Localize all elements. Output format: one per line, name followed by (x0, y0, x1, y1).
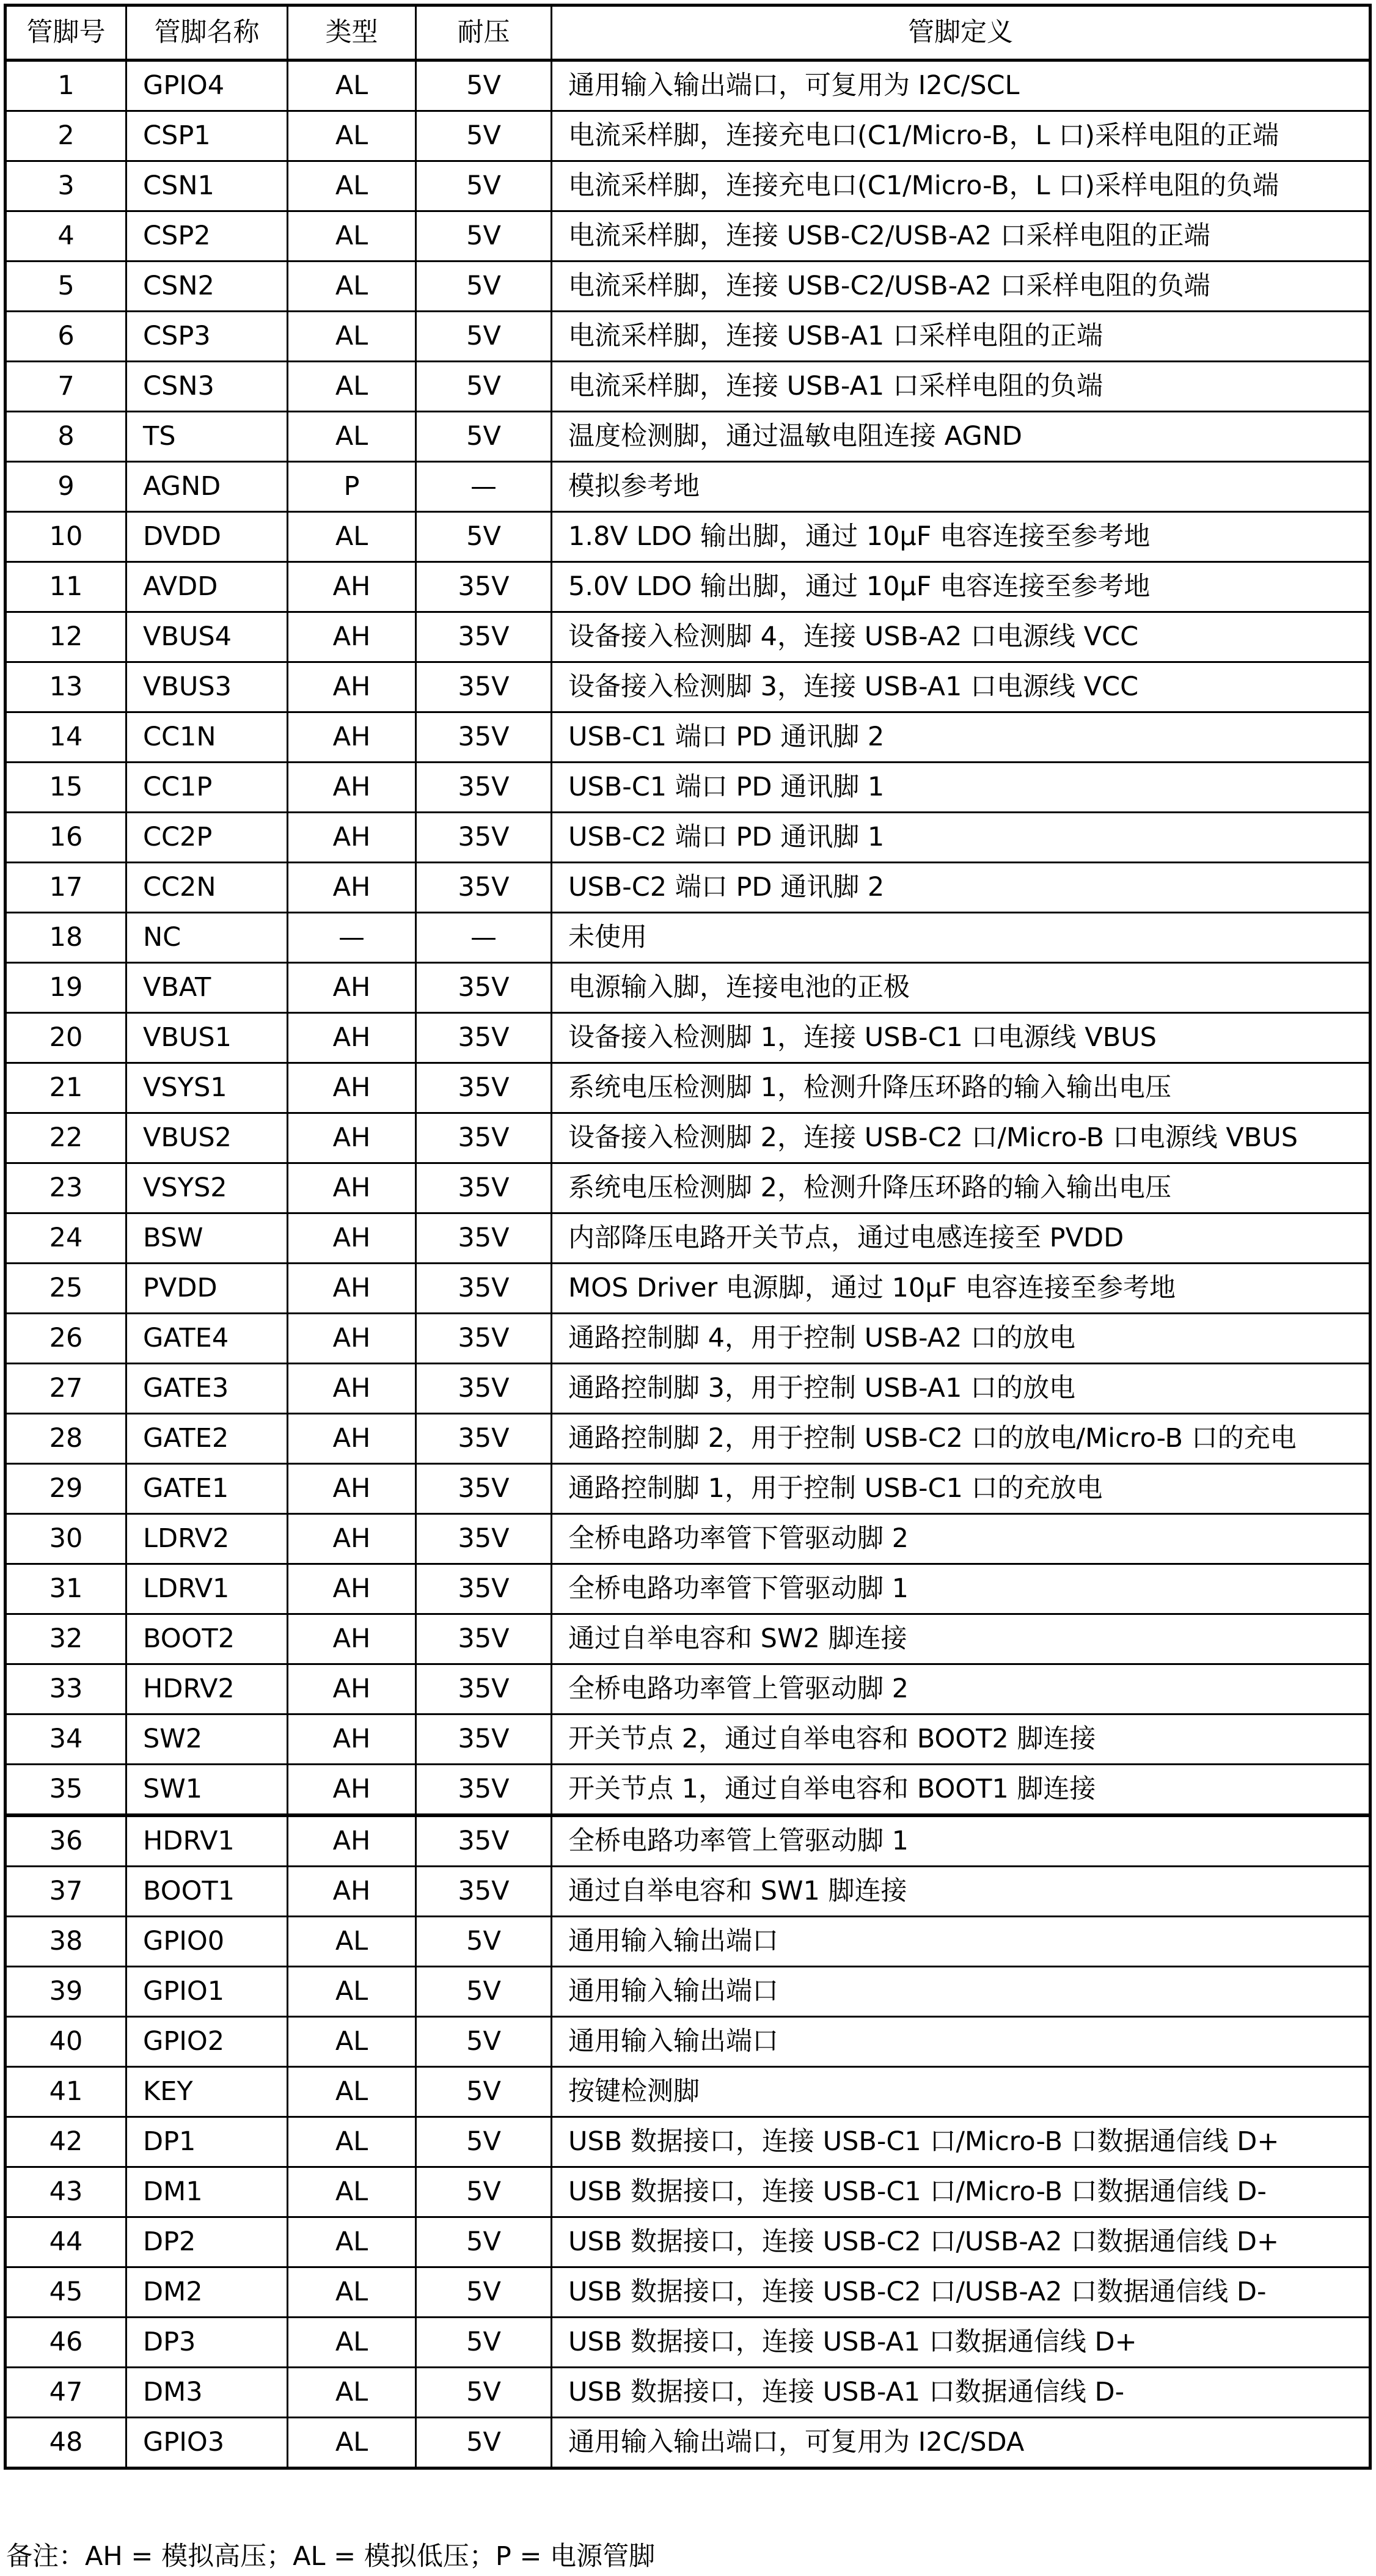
pin-type-cell: AL (288, 1967, 416, 2017)
voltage-rating-cell: 35V (416, 1815, 552, 1867)
pin-name-cell: GPIO4 (126, 60, 288, 111)
table-row (5, 1464, 1371, 1514)
header-pin-name: 管脚名称 (126, 5, 288, 60)
pin-name-cell: CSP2 (126, 211, 288, 262)
pin-number-cell: 6 (5, 312, 126, 362)
pin-number-cell: 42 (5, 2117, 126, 2167)
voltage-rating-cell: 5V (416, 60, 552, 111)
table-header-row (5, 5, 1371, 60)
table-row (5, 1113, 1371, 1163)
pin-type-cell: AH (288, 1664, 416, 1714)
pin-number-cell: 40 (5, 2017, 126, 2067)
pin-number-cell: 22 (5, 1113, 126, 1163)
pin-definition-cell: 系统电压检测脚 1，检测升降压环路的输入输出电压 (552, 1063, 1371, 1113)
pin-number-cell: 3 (5, 161, 126, 211)
table-row (5, 562, 1371, 612)
voltage-rating-cell: 35V (416, 1765, 552, 1816)
pin-type-cell: AL (288, 412, 416, 462)
pin-name-cell: CC1P (126, 763, 288, 813)
table-row (5, 963, 1371, 1013)
table-row (5, 1364, 1371, 1414)
voltage-rating-cell: 35V (416, 1163, 552, 1213)
header-pin-definition: 管脚定义 (552, 5, 1371, 60)
pin-type-cell: AH (288, 1464, 416, 1514)
voltage-rating-cell: 5V (416, 2017, 552, 2067)
pin-type-cell: AH (288, 1867, 416, 1917)
voltage-rating-cell: 35V (416, 562, 552, 612)
pin-name-cell: TS (126, 412, 288, 462)
pin-definition-cell: 开关节点 2，通过自举电容和 BOOT2 脚连接 (552, 1714, 1371, 1765)
pin-name-cell: GPIO1 (126, 1967, 288, 2017)
pin-definition-cell: 模拟参考地 (552, 462, 1371, 512)
voltage-rating-cell: 35V (416, 1213, 552, 1264)
pin-name-cell: VSYS1 (126, 1063, 288, 1113)
pin-type-cell: AH (288, 963, 416, 1013)
pin-number-cell: 28 (5, 1414, 126, 1464)
pin-type-cell: AH (288, 712, 416, 763)
table-row (5, 462, 1371, 512)
voltage-rating-cell: 35V (416, 1113, 552, 1163)
table-row (5, 1664, 1371, 1714)
pin-definition-cell: USB-C1 端口 PD 通讯脚 1 (552, 763, 1371, 813)
pin-number-cell: 32 (5, 1614, 126, 1664)
pin-definition-cell: 电源输入脚，连接电池的正极 (552, 963, 1371, 1013)
pin-definition-cell: USB 数据接口，连接 USB-A1 口数据通信线 D- (552, 2368, 1371, 2418)
table-row (5, 1514, 1371, 1564)
voltage-rating-cell: 5V (416, 2368, 552, 2418)
voltage-rating-cell: 5V (416, 211, 552, 262)
pin-type-cell: AH (288, 562, 416, 612)
voltage-rating-cell: 5V (416, 2067, 552, 2117)
voltage-rating-cell: 5V (416, 2318, 552, 2368)
pin-type-cell: AH (288, 1213, 416, 1264)
voltage-rating-cell: 5V (416, 1967, 552, 2017)
voltage-rating-cell: 35V (416, 1664, 552, 1714)
pin-number-cell: 34 (5, 1714, 126, 1765)
pin-number-cell: 48 (5, 2418, 126, 2468)
pin-name-cell: BOOT1 (126, 1867, 288, 1917)
pin-definition-cell: 通用输入输出端口，可复用为 I2C/SCL (552, 60, 1371, 111)
pin-number-cell: 10 (5, 512, 126, 562)
pin-number-cell: 7 (5, 362, 126, 412)
table-row (5, 1815, 1371, 1867)
pin-number-cell: 24 (5, 1213, 126, 1264)
pin-definition-cell: 按键检测脚 (552, 2067, 1371, 2117)
table-row (5, 1013, 1371, 1063)
pin-type-cell: AH (288, 1414, 416, 1464)
pin-name-cell: GPIO2 (126, 2017, 288, 2067)
pin-definition-cell: 通路控制脚 3，用于控制 USB-A1 口的放电 (552, 1364, 1371, 1414)
pin-name-cell: BSW (126, 1213, 288, 1264)
pin-name-cell: AGND (126, 462, 288, 512)
pin-type-cell: AL (288, 512, 416, 562)
pin-name-cell: DM3 (126, 2368, 288, 2418)
pin-number-cell: 39 (5, 1967, 126, 2017)
pin-number-cell: 31 (5, 1564, 126, 1614)
pin-definition-cell: 电流采样脚，连接 USB-A1 口采样电阻的正端 (552, 312, 1371, 362)
pin-name-cell: GPIO3 (126, 2418, 288, 2468)
table-row (5, 1765, 1371, 1816)
voltage-rating-cell: 35V (416, 1867, 552, 1917)
pin-definition-cell: 通用输入输出端口 (552, 1967, 1371, 2017)
pin-definition-cell: USB 数据接口，连接 USB-C1 口/Micro-B 口数据通信线 D+ (552, 2117, 1371, 2167)
pin-type-cell: AH (288, 612, 416, 662)
pin-definition-cell: 通用输入输出端口 (552, 2017, 1371, 2067)
table-row (5, 1917, 1371, 1967)
voltage-rating-cell: 35V (416, 1364, 552, 1414)
pin-number-cell: 36 (5, 1815, 126, 1867)
pin-type-cell: AL (288, 2117, 416, 2167)
pin-type-cell: AL (288, 262, 416, 312)
voltage-rating-cell: 5V (416, 2167, 552, 2217)
voltage-rating-cell: 35V (416, 612, 552, 662)
voltage-rating-cell: — (416, 913, 552, 963)
pin-type-cell: AH (288, 813, 416, 863)
voltage-rating-cell: 35V (416, 662, 552, 712)
pin-name-cell: GATE3 (126, 1364, 288, 1414)
table-row (5, 2368, 1371, 2418)
pin-number-cell: 44 (5, 2217, 126, 2267)
pin-name-cell: CSP1 (126, 111, 288, 161)
pin-name-cell: DP3 (126, 2318, 288, 2368)
pin-type-cell: AH (288, 863, 416, 913)
table-row (5, 813, 1371, 863)
table-row (5, 863, 1371, 913)
pin-definition-cell: 电流采样脚，连接充电口(C1/Micro-B，L 口)采样电阻的正端 (552, 111, 1371, 161)
pin-number-cell: 18 (5, 913, 126, 963)
pin-type-cell: AL (288, 211, 416, 262)
pin-number-cell: 23 (5, 1163, 126, 1213)
table-row (5, 362, 1371, 412)
pin-type-cell: AH (288, 1364, 416, 1414)
pin-definition-cell: 电流采样脚，连接 USB-A1 口采样电阻的负端 (552, 362, 1371, 412)
pin-definition-cell: 系统电压检测脚 2，检测升降压环路的输入输出电压 (552, 1163, 1371, 1213)
voltage-rating-cell: — (416, 462, 552, 512)
pin-name-cell: SW2 (126, 1714, 288, 1765)
pin-definition-cell: 温度检测脚，通过温敏电阻连接 AGND (552, 412, 1371, 462)
pin-name-cell: CSP3 (126, 312, 288, 362)
pin-number-cell: 8 (5, 412, 126, 462)
pin-name-cell: KEY (126, 2067, 288, 2117)
pin-number-cell: 21 (5, 1063, 126, 1113)
pin-name-cell: CSN1 (126, 161, 288, 211)
pin-number-cell: 13 (5, 662, 126, 712)
pin-name-cell: VBUS2 (126, 1113, 288, 1163)
pin-name-cell: VBAT (126, 963, 288, 1013)
voltage-rating-cell: 35V (416, 963, 552, 1013)
voltage-rating-cell: 5V (416, 312, 552, 362)
pin-number-cell: 15 (5, 763, 126, 813)
pin-name-cell: GPIO0 (126, 1917, 288, 1967)
pin-type-cell: AH (288, 1013, 416, 1063)
pin-definition-cell: 通路控制脚 1，用于控制 USB-C1 口的充放电 (552, 1464, 1371, 1514)
pin-name-cell: PVDD (126, 1264, 288, 1314)
pin-name-cell: NC (126, 913, 288, 963)
table-row (5, 2267, 1371, 2318)
pin-definition-cell: 内部降压电路开关节点，通过电感连接至 PVDD (552, 1213, 1371, 1264)
pin-name-cell: LDRV2 (126, 1514, 288, 1564)
table-row (5, 262, 1371, 312)
pin-definition-cell: 通过自举电容和 SW1 脚连接 (552, 1867, 1371, 1917)
pin-definition-cell: 通路控制脚 4，用于控制 USB-A2 口的放电 (552, 1314, 1371, 1364)
pin-definition-cell: 设备接入检测脚 4，连接 USB-A2 口电源线 VCC (552, 612, 1371, 662)
pin-type-cell: AL (288, 2267, 416, 2318)
voltage-rating-cell: 5V (416, 2117, 552, 2167)
pin-type-cell: AH (288, 1314, 416, 1364)
pin-type-cell: AL (288, 60, 416, 111)
pin-name-cell: BOOT2 (126, 1614, 288, 1664)
pin-number-cell: 38 (5, 1917, 126, 1967)
voltage-rating-cell: 35V (416, 813, 552, 863)
pin-definition-cell: 电流采样脚，连接充电口(C1/Micro-B，L 口)采样电阻的负端 (552, 161, 1371, 211)
pin-type-cell: AH (288, 1765, 416, 1816)
header-pin-number: 管脚号 (5, 5, 126, 60)
table-row (5, 1614, 1371, 1664)
pin-definition-cell: 通用输入输出端口 (552, 1917, 1371, 1967)
pin-name-cell: GATE1 (126, 1464, 288, 1514)
pin-type-cell: AH (288, 1264, 416, 1314)
pin-type-cell: AH (288, 1815, 416, 1867)
pin-name-cell: CC2N (126, 863, 288, 913)
table-row (5, 211, 1371, 262)
pin-definition-cell: USB 数据接口，连接 USB-C2 口/USB-A2 口数据通信线 D- (552, 2267, 1371, 2318)
pin-number-cell: 25 (5, 1264, 126, 1314)
pin-number-cell: 30 (5, 1514, 126, 1564)
table-row (5, 1264, 1371, 1314)
pin-name-cell: DM2 (126, 2267, 288, 2318)
pin-number-cell: 35 (5, 1765, 126, 1816)
pin-type-cell: AL (288, 2217, 416, 2267)
pin-name-cell: VBUS4 (126, 612, 288, 662)
pin-name-cell: GATE2 (126, 1414, 288, 1464)
pin-number-cell: 17 (5, 863, 126, 913)
pin-name-cell: DVDD (126, 512, 288, 562)
pin-type-cell: AL (288, 2067, 416, 2117)
pin-definition-cell: 通过自举电容和 SW2 脚连接 (552, 1614, 1371, 1664)
table-row (5, 1967, 1371, 2017)
voltage-rating-cell: 35V (416, 1013, 552, 1063)
table-row (5, 612, 1371, 662)
table-row (5, 1714, 1371, 1765)
pin-name-cell: SW1 (126, 1765, 288, 1816)
pin-name-cell: VBUS1 (126, 1013, 288, 1063)
pin-definition-cell: USB 数据接口，连接 USB-C1 口/Micro-B 口数据通信线 D- (552, 2167, 1371, 2217)
pin-definition-table-container (4, 4, 1369, 2470)
pin-name-cell: GATE4 (126, 1314, 288, 1364)
table-row (5, 312, 1371, 362)
voltage-rating-cell: 35V (416, 1414, 552, 1464)
pin-definition-cell: 全桥电路功率管下管驱动脚 1 (552, 1564, 1371, 1614)
pin-type-cell: AH (288, 763, 416, 813)
pin-number-cell: 9 (5, 462, 126, 512)
pin-type-cell: AL (288, 1917, 416, 1967)
pin-number-cell: 5 (5, 262, 126, 312)
pin-type-cell: AL (288, 161, 416, 211)
voltage-rating-cell: 35V (416, 863, 552, 913)
table-row (5, 1867, 1371, 1917)
pin-name-cell: LDRV1 (126, 1564, 288, 1614)
table-row (5, 161, 1371, 211)
pin-definition-cell: 5.0V LDO 输出脚，通过 10μF 电容连接至参考地 (552, 562, 1371, 612)
table-row (5, 512, 1371, 562)
table-row (5, 662, 1371, 712)
pin-type-cell: AH (288, 1063, 416, 1113)
voltage-rating-cell: 35V (416, 1063, 552, 1113)
table-row (5, 60, 1371, 111)
voltage-rating-cell: 35V (416, 1714, 552, 1765)
table-row (5, 111, 1371, 161)
voltage-rating-cell: 5V (416, 2267, 552, 2318)
pin-number-cell: 20 (5, 1013, 126, 1063)
pin-number-cell: 2 (5, 111, 126, 161)
table-row (5, 2067, 1371, 2117)
table-row (5, 1213, 1371, 1264)
pin-number-cell: 14 (5, 712, 126, 763)
voltage-rating-cell: 5V (416, 262, 552, 312)
pin-name-cell: CSN2 (126, 262, 288, 312)
pin-type-cell: — (288, 913, 416, 963)
pin-type-cell: AH (288, 1514, 416, 1564)
pin-definition-cell: 开关节点 1，通过自举电容和 BOOT1 脚连接 (552, 1765, 1371, 1816)
pin-definition-table (4, 4, 1372, 2470)
pin-definition-cell: 1.8V LDO 输出脚，通过 10μF 电容连接至参考地 (552, 512, 1371, 562)
pin-definition-cell: USB-C2 端口 PD 通讯脚 1 (552, 813, 1371, 863)
pin-number-cell: 33 (5, 1664, 126, 1714)
pin-number-cell: 4 (5, 211, 126, 262)
pin-name-cell: DP2 (126, 2217, 288, 2267)
voltage-rating-cell: 5V (416, 2217, 552, 2267)
voltage-rating-cell: 5V (416, 111, 552, 161)
pin-definition-cell: USB-C1 端口 PD 通讯脚 2 (552, 712, 1371, 763)
voltage-rating-cell: 5V (416, 412, 552, 462)
voltage-rating-cell: 35V (416, 712, 552, 763)
pin-type-cell: AL (288, 111, 416, 161)
table-row (5, 2017, 1371, 2067)
pin-definition-cell: 全桥电路功率管下管驱动脚 2 (552, 1514, 1371, 1564)
pin-name-cell: DP1 (126, 2117, 288, 2167)
pin-number-cell: 29 (5, 1464, 126, 1514)
pin-number-cell: 1 (5, 60, 126, 111)
pin-type-cell: AH (288, 1113, 416, 1163)
voltage-rating-cell: 35V (416, 1264, 552, 1314)
voltage-rating-cell: 35V (416, 763, 552, 813)
pin-number-cell: 37 (5, 1867, 126, 1917)
table-footnote: 备注：AH = 模拟高压；AL = 模拟低压；P = 电源管脚 (6, 2541, 656, 2572)
pin-definition-cell: 设备接入检测脚 2，连接 USB-C2 口/Micro-B 口电源线 VBUS (552, 1113, 1371, 1163)
pin-definition-cell: 全桥电路功率管上管驱动脚 2 (552, 1664, 1371, 1714)
pin-name-cell: CC2P (126, 813, 288, 863)
pin-type-cell: AL (288, 362, 416, 412)
pin-number-cell: 46 (5, 2318, 126, 2368)
pin-definition-cell: USB-C2 端口 PD 通讯脚 2 (552, 863, 1371, 913)
voltage-rating-cell: 5V (416, 512, 552, 562)
pin-type-cell: AL (288, 2017, 416, 2067)
pin-type-cell: AH (288, 1564, 416, 1614)
pin-definition-cell: 设备接入检测脚 3，连接 USB-A1 口电源线 VCC (552, 662, 1371, 712)
pin-type-cell: AH (288, 662, 416, 712)
voltage-rating-cell: 5V (416, 1917, 552, 1967)
table-row (5, 2167, 1371, 2217)
table-row (5, 1163, 1371, 1213)
pin-name-cell: DM1 (126, 2167, 288, 2217)
pin-number-cell: 12 (5, 612, 126, 662)
pin-type-cell: AL (288, 2418, 416, 2468)
pin-number-cell: 27 (5, 1364, 126, 1414)
pin-definition-cell: USB 数据接口，连接 USB-A1 口数据通信线 D+ (552, 2318, 1371, 2368)
voltage-rating-cell: 35V (416, 1314, 552, 1364)
pin-definition-cell: 电流采样脚，连接 USB-C2/USB-A2 口采样电阻的正端 (552, 211, 1371, 262)
table-row (5, 1564, 1371, 1614)
pin-number-cell: 45 (5, 2267, 126, 2318)
table-row (5, 2318, 1371, 2368)
pin-number-cell: 16 (5, 813, 126, 863)
pin-number-cell: 11 (5, 562, 126, 612)
pin-name-cell: CSN3 (126, 362, 288, 412)
voltage-rating-cell: 5V (416, 362, 552, 412)
pin-type-cell: AH (288, 1714, 416, 1765)
table-row (5, 1414, 1371, 1464)
pin-type-cell: AL (288, 2368, 416, 2418)
table-row (5, 1314, 1371, 1364)
pin-name-cell: CC1N (126, 712, 288, 763)
pin-number-cell: 43 (5, 2167, 126, 2217)
table-row (5, 712, 1371, 763)
pin-name-cell: AVDD (126, 562, 288, 612)
pin-name-cell: HDRV2 (126, 1664, 288, 1714)
table-row (5, 2418, 1371, 2468)
pin-number-cell: 19 (5, 963, 126, 1013)
pin-table-body (5, 60, 1371, 2468)
pin-definition-cell: 设备接入检测脚 1，连接 USB-C1 口电源线 VBUS (552, 1013, 1371, 1063)
pin-number-cell: 41 (5, 2067, 126, 2117)
voltage-rating-cell: 5V (416, 2418, 552, 2468)
pin-type-cell: P (288, 462, 416, 512)
header-pin-type: 类型 (288, 5, 416, 60)
pin-type-cell: AL (288, 312, 416, 362)
pin-name-cell: HDRV1 (126, 1815, 288, 1867)
table-row (5, 1063, 1371, 1113)
pin-definition-cell: USB 数据接口，连接 USB-C2 口/USB-A2 口数据通信线 D+ (552, 2217, 1371, 2267)
table-row (5, 2117, 1371, 2167)
pin-definition-cell: 全桥电路功率管上管驱动脚 1 (552, 1815, 1371, 1867)
pin-type-cell: AL (288, 2318, 416, 2368)
table-row (5, 913, 1371, 963)
voltage-rating-cell: 35V (416, 1614, 552, 1664)
voltage-rating-cell: 5V (416, 161, 552, 211)
table-row (5, 763, 1371, 813)
pin-name-cell: VSYS2 (126, 1163, 288, 1213)
header-voltage-rating: 耐压 (416, 5, 552, 60)
pin-definition-cell: MOS Driver 电源脚，通过 10μF 电容连接至参考地 (552, 1264, 1371, 1314)
voltage-rating-cell: 35V (416, 1514, 552, 1564)
pin-type-cell: AH (288, 1614, 416, 1664)
voltage-rating-cell: 35V (416, 1464, 552, 1514)
pin-definition-cell: 通用输入输出端口，可复用为 I2C/SDA (552, 2418, 1371, 2468)
table-row (5, 412, 1371, 462)
voltage-rating-cell: 35V (416, 1564, 552, 1614)
pin-definition-cell: 电流采样脚，连接 USB-C2/USB-A2 口采样电阻的负端 (552, 262, 1371, 312)
pin-definition-cell: 通路控制脚 2，用于控制 USB-C2 口的放电/Micro-B 口的充电 (552, 1414, 1371, 1464)
pin-number-cell: 47 (5, 2368, 126, 2418)
pin-number-cell: 26 (5, 1314, 126, 1364)
pin-type-cell: AL (288, 2167, 416, 2217)
table-row (5, 2217, 1371, 2267)
pin-name-cell: VBUS3 (126, 662, 288, 712)
pin-type-cell: AH (288, 1163, 416, 1213)
pin-definition-cell: 未使用 (552, 913, 1371, 963)
